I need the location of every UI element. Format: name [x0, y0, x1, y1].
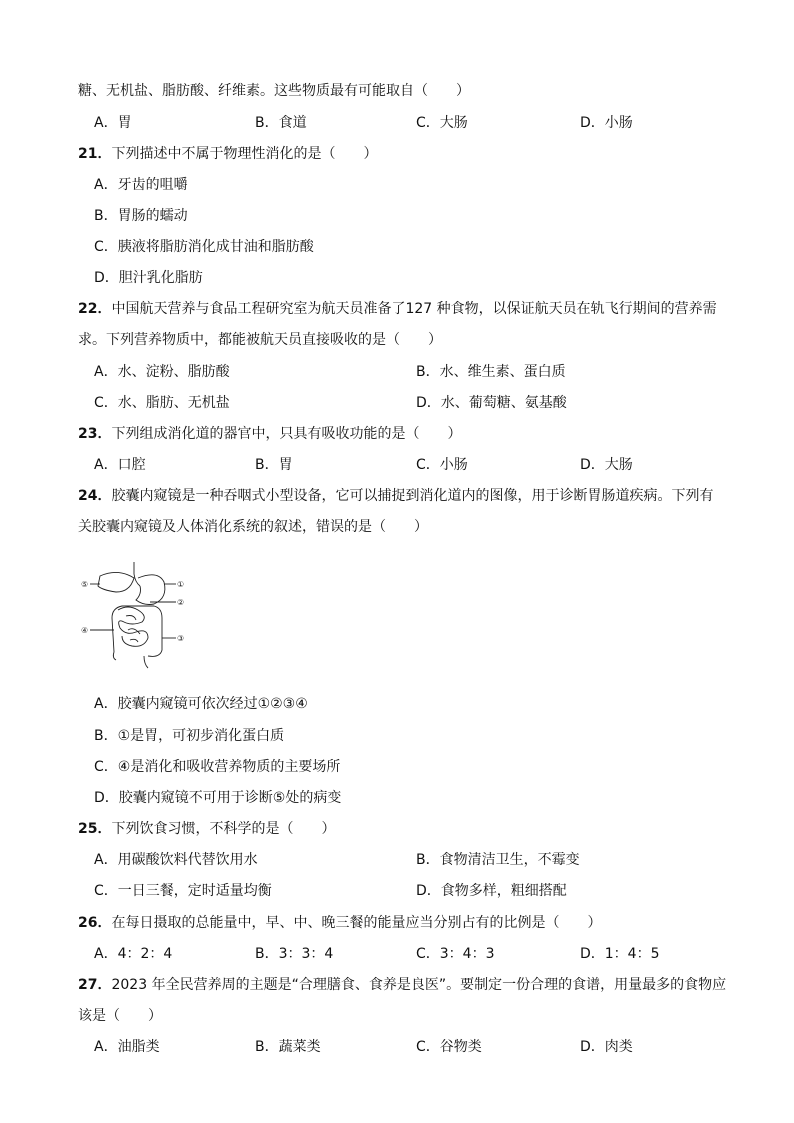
option-b[interactable]: B．胃: [255, 457, 293, 473]
option-c[interactable]: C．水、脂肪、无机盐: [94, 395, 230, 411]
option-c[interactable]: C．④是消化和吸收营养物质的主要场所: [94, 759, 341, 775]
question-25-options: [94, 850, 754, 870]
question-text: 在每日摄取的总能量中，早、中、晚三餐的能量应当分别占有的比例是（ ）: [111, 915, 602, 931]
rectum-shape: [144, 656, 148, 668]
question-number: 27．: [78, 977, 112, 993]
option-b[interactable]: B．食道: [255, 115, 307, 131]
figure-label-3: ③: [177, 634, 185, 643]
option-d[interactable]: D．水、葡萄糖、氨基酸: [416, 395, 567, 411]
question-23-options: [94, 455, 754, 475]
question-27-stem: [78, 975, 726, 995]
question-20-stem-tail: 糖、无机盐、脂肪酸、纤维素。这些物质最有可能取自（ ）: [78, 83, 470, 99]
option-c[interactable]: C．3：4：3: [416, 946, 495, 962]
figure-label-1: ①: [177, 580, 185, 589]
question-27-stem-line2: 该是（ ）: [78, 1008, 162, 1024]
option-b[interactable]: B．蔬菜类: [255, 1039, 321, 1055]
figure-label-2: ②: [177, 598, 185, 607]
option-b[interactable]: B．水、维生素、蛋白质: [416, 364, 566, 380]
question-text: 中国航天营养与食品工程研究室为航天员准备了127 种食物，以保证航天员在轨飞行期间的营养需: [111, 301, 717, 317]
question-25-stem: [78, 819, 335, 839]
question-26-options: [94, 944, 754, 964]
question-number: 26．: [78, 915, 112, 931]
option-a[interactable]: A．胶囊内窥镜可依次经过①②③④: [94, 696, 308, 712]
option-c[interactable]: C．一日三餐，定时适量均衡: [94, 883, 272, 899]
option-a[interactable]: A．4：2：4: [94, 946, 173, 962]
question-text: 下列描述中不属于物理性消化的是（ ）: [111, 146, 378, 162]
small-intestine-shape: [118, 607, 148, 646]
option-b[interactable]: B．3：3：4: [255, 946, 334, 962]
question-text: 下列饮食习惯，不科学的是（ ）: [111, 821, 336, 837]
question-25-options-row2: [94, 881, 754, 901]
option-b[interactable]: B．食物清洁卫生，不霉变: [416, 852, 580, 868]
question-22-options-row2: [94, 393, 754, 413]
option-a[interactable]: A．口腔: [94, 457, 146, 473]
question-20-options: [94, 113, 754, 133]
option-c[interactable]: C．胰液将脂肪消化成甘油和脂肪酸: [94, 239, 314, 255]
option-d[interactable]: D．1：4：5: [580, 946, 660, 962]
question-22-stem: [78, 299, 717, 319]
option-d[interactable]: D．大肠: [580, 457, 633, 473]
question-number: 21．: [78, 146, 112, 162]
option-d[interactable]: D．小肠: [580, 115, 633, 131]
option-a[interactable]: A．用碳酸饮料代替饮用水: [94, 852, 258, 868]
liver-shape: [98, 572, 134, 592]
question-24-stem-line2: 关胶囊内窥镜及人体消化系统的叙述，错误的是（ ）: [78, 519, 428, 535]
question-number: 23．: [78, 426, 112, 442]
option-d[interactable]: D．胶囊内窥镜不可用于诊断⑤处的病变: [94, 790, 342, 806]
option-d[interactable]: D．食物多样，粗细搭配: [416, 883, 567, 899]
question-24-stem: [78, 486, 713, 506]
stomach-shape: [136, 575, 165, 605]
question-21-stem: [78, 144, 377, 164]
question-number: 25．: [78, 821, 112, 837]
option-c[interactable]: C．大肠: [416, 115, 468, 131]
question-text: 下列组成消化道的器官中，只具有吸收功能的是（ ）: [111, 426, 462, 442]
option-a[interactable]: A．胃: [94, 115, 132, 131]
question-22-stem-line2: 求。下列营养物质中，都能被航天员直接吸收的是（ ）: [78, 332, 442, 348]
option-a[interactable]: A．水、淀粉、脂肪酸: [94, 364, 230, 380]
option-b[interactable]: B．胃肠的蠕动: [94, 208, 188, 224]
question-23-stem: [78, 424, 461, 444]
question-22-options: [94, 362, 754, 382]
esophagus-shape: [134, 562, 140, 586]
question-number: 22．: [78, 301, 112, 317]
option-c[interactable]: C．小肠: [416, 457, 468, 473]
question-26-stem: [78, 913, 601, 933]
option-b[interactable]: B．①是胃，可初步消化蛋白质: [94, 728, 285, 744]
option-d[interactable]: D．肉类: [580, 1039, 633, 1055]
option-a[interactable]: A．油脂类: [94, 1039, 160, 1055]
digestive-system-figure: [78, 560, 188, 672]
question-text: 胶囊内窥镜是一种吞咽式小型设备，它可以捕捉到消化道内的图像，用于诊断胃肠道疾病。下列有: [111, 488, 714, 504]
figure-label-4: ④: [81, 626, 89, 635]
question-text: 2023 年全民营养周的主题是“合理膳食、食养是良医”。要制定一份合理的食谱，用量最多的食物应: [111, 977, 727, 993]
question-number: 24．: [78, 488, 112, 504]
option-d[interactable]: D．胆汁乳化脂肪: [94, 270, 203, 286]
option-c[interactable]: C．谷物类: [416, 1039, 482, 1055]
option-a[interactable]: A．牙齿的咀嚼: [94, 177, 188, 193]
question-27-options: [94, 1037, 754, 1057]
figure-label-5: ⑤: [81, 580, 89, 589]
